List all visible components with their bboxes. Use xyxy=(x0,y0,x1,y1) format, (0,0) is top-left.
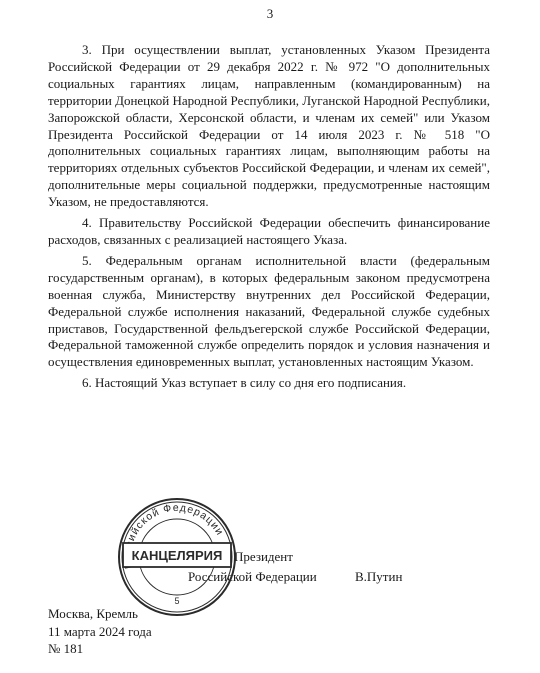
document-body xyxy=(48,42,490,396)
place-date: 11 марта 2024 года xyxy=(48,623,152,639)
stamp-number: 5 xyxy=(174,596,180,606)
stamp-center-text: КАНЦЕЛЯРИЯ xyxy=(131,548,223,563)
place-and-date xyxy=(48,605,152,658)
signature-title-line2: Российской Федерации xyxy=(188,569,317,584)
office-seal-stamp xyxy=(116,496,238,618)
page-number: 3 xyxy=(266,6,274,21)
signature-title-line1: Президент xyxy=(234,549,293,564)
stamp-ring-text: Российской Федерации xyxy=(125,501,227,543)
signature-name: В.Путин xyxy=(355,569,403,584)
place-city: Москва, Кремль xyxy=(48,606,138,621)
decree-number: № 181 xyxy=(48,641,84,656)
paragraph-4: 4. Правительству Российской Федерации обеспечить финансирование расходов, связанных с реализацией настоящего Указа. xyxy=(48,215,490,247)
paragraph-5: 5. Федеральным органам исполнительной власти (федеральным государственным органам), в которых федеральным законом предусмотрена военная служба, Министерству внутренних дел Российской Федерации, Федеральной службе исполнения наказаний, Федеральной службе судебных приставов, Государственной фельдъегерской службе Российской Федерации, Федеральной таможенной службе определить порядок и условия назначения и осуществления единовременных выплат, установленных настоящим Указом. xyxy=(48,252,490,370)
paragraph-3: 3. При осуществлении выплат, установленных Указом Президента Российской Федерации от 29 декабря 2022 г. № 972 "О дополнительных социальных гарантиях лицам, направленным (командированным) на территории Донецкой Народной Республики, Луганской Народной Республики, Запорожской области, Херсонской области, и членам их семей" или Указом Президента Российской Федерации от 14 июля 2023 г. № 518 "О дополнительных социальных гарантиях лицам, выполняющим работы на территориях отдельных субъектов Российской Федерации, и членам их семей", дополнительные меры социальной поддержки, предусмотренные настоящим Указом, не предоставляются. xyxy=(48,42,490,210)
paragraph-6: 6. Настоящий Указ вступает в силу со дня его подписания. xyxy=(82,375,407,391)
